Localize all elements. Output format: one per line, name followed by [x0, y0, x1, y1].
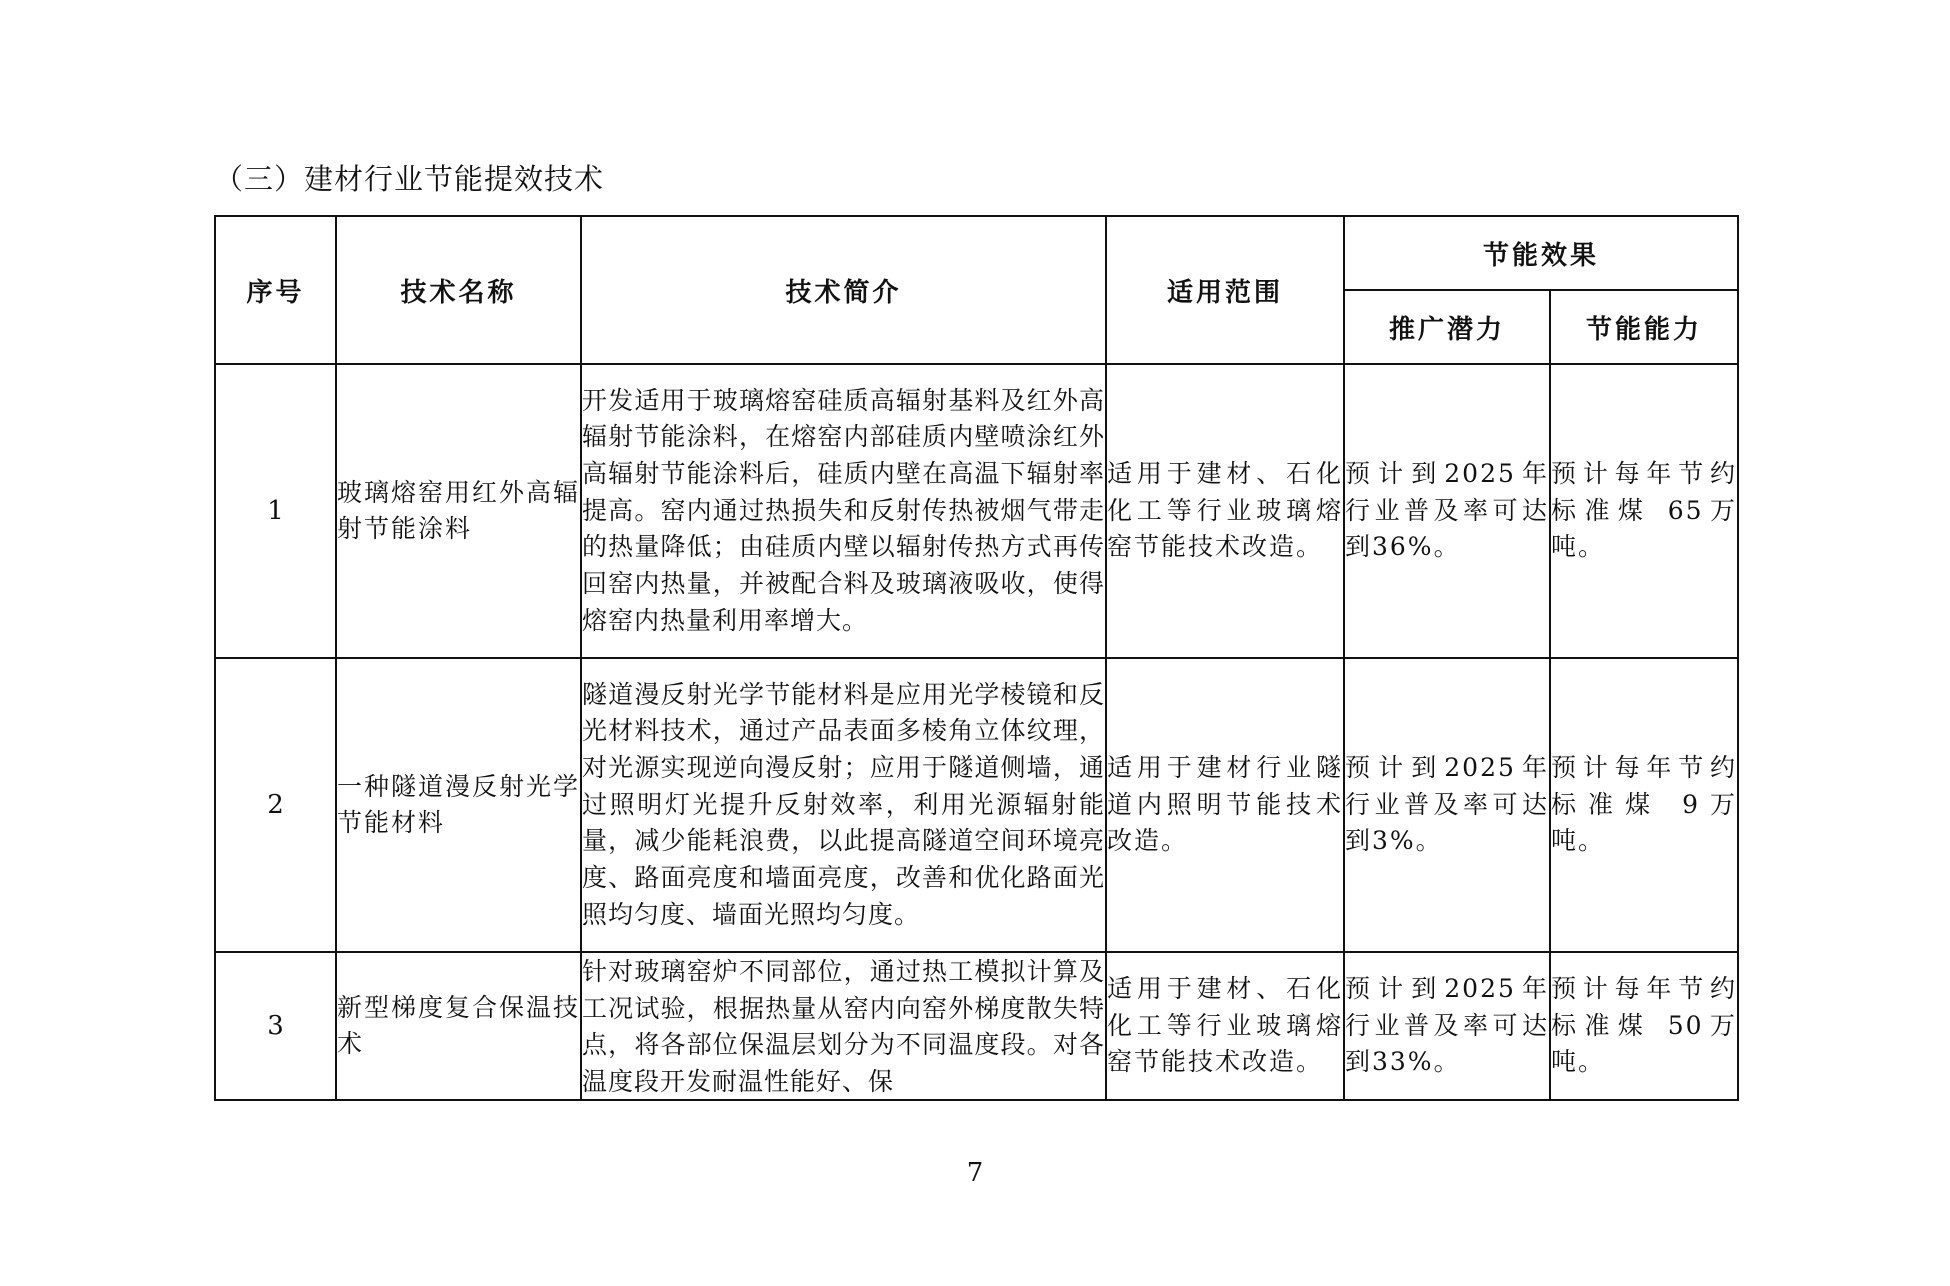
table-row: [215, 364, 1738, 658]
row-tech-intro: 隧道漫反射光学节能材料是应用光学棱镜和反光材料技术，通过产品表面多棱角立体纹理，对光源实现逆向漫反射；应用于隧道侧墙，通过照明灯光提升反射效率，利用光源辐射能量，减少能耗浪费，以此提高隧道空间环境亮度、路面亮度和墙面亮度，改善和优化路面光照均匀度、墙面光照均匀度。: [581, 658, 1106, 952]
table-row: [215, 658, 1738, 952]
row-potential: 预计到2025年行业普及率可达到36%。: [1344, 364, 1550, 658]
row-tech-intro-cell: [581, 952, 1106, 1100]
row-capacity: 预计每年节约标准煤 9万吨。: [1550, 658, 1738, 952]
row-tech-name: 一种隧道漫反射光学节能材料: [336, 658, 581, 952]
table-header-row: [215, 216, 1738, 290]
row-tech-name: 玻璃熔窑用红外高辐射节能涂料: [336, 364, 581, 658]
section-heading: （三）建材行业节能提效技术: [214, 162, 605, 196]
row-scope: 适用于建材行业隧道内照明节能技术改造。: [1106, 658, 1344, 952]
row-scope: 适用于建材、石化化工等行业玻璃熔窑节能技术改造。: [1106, 952, 1344, 1100]
table-row: [215, 952, 1738, 1100]
row-capacity: 预计每年节约标准煤 50万吨。: [1550, 952, 1738, 1100]
row-tech-intro: 开发适用于玻璃熔窑硅质高辐射基料及红外高辐射节能涂料，在熔窑内部硅质内壁喷涂红外高辐射节能涂料后，硅质内壁在高温下辐射率提高。窑内通过热损失和反射传热被烟气带走的热量降低；由硅质内壁以辐射传热方式再传回窑内热量，并被配合料及玻璃液吸收，使得熔窑内热量利用率增大。: [581, 364, 1106, 658]
row-tech-intro: 针对玻璃窑炉不同部位，通过热工模拟计算及工况试验，根据热量从窑内向窑外梯度散失特点，将各部位保温层划分为不同温度段。对各温度段开发耐温性能好、保: [582, 957, 1105, 1097]
row-seq: 1: [215, 364, 336, 658]
header-effect: 节能效果: [1344, 216, 1738, 290]
row-scope: 适用于建材、石化化工等行业玻璃熔窑节能技术改造。: [1106, 364, 1344, 658]
row-tech-name: 新型梯度复合保温技术: [336, 952, 581, 1100]
header-capacity: 节能能力: [1550, 290, 1738, 364]
header-intro: 技术简介: [581, 216, 1106, 364]
row-capacity: 预计每年节约标准煤 65万吨。: [1550, 364, 1738, 658]
header-name: 技术名称: [336, 216, 581, 364]
page-number: 7: [966, 1158, 984, 1188]
row-potential: 预计到2025年行业普及率可达到3%。: [1344, 658, 1550, 952]
row-seq: 3: [215, 952, 336, 1100]
row-seq: 2: [215, 658, 336, 952]
row-potential: 预计到2025年行业普及率可达到33%。: [1344, 952, 1550, 1100]
energy-saving-technology-table: [214, 215, 1739, 1101]
header-scope: 适用范围: [1106, 216, 1344, 364]
header-seq: 序号: [215, 216, 336, 364]
header-potential: 推广潜力: [1344, 290, 1550, 364]
